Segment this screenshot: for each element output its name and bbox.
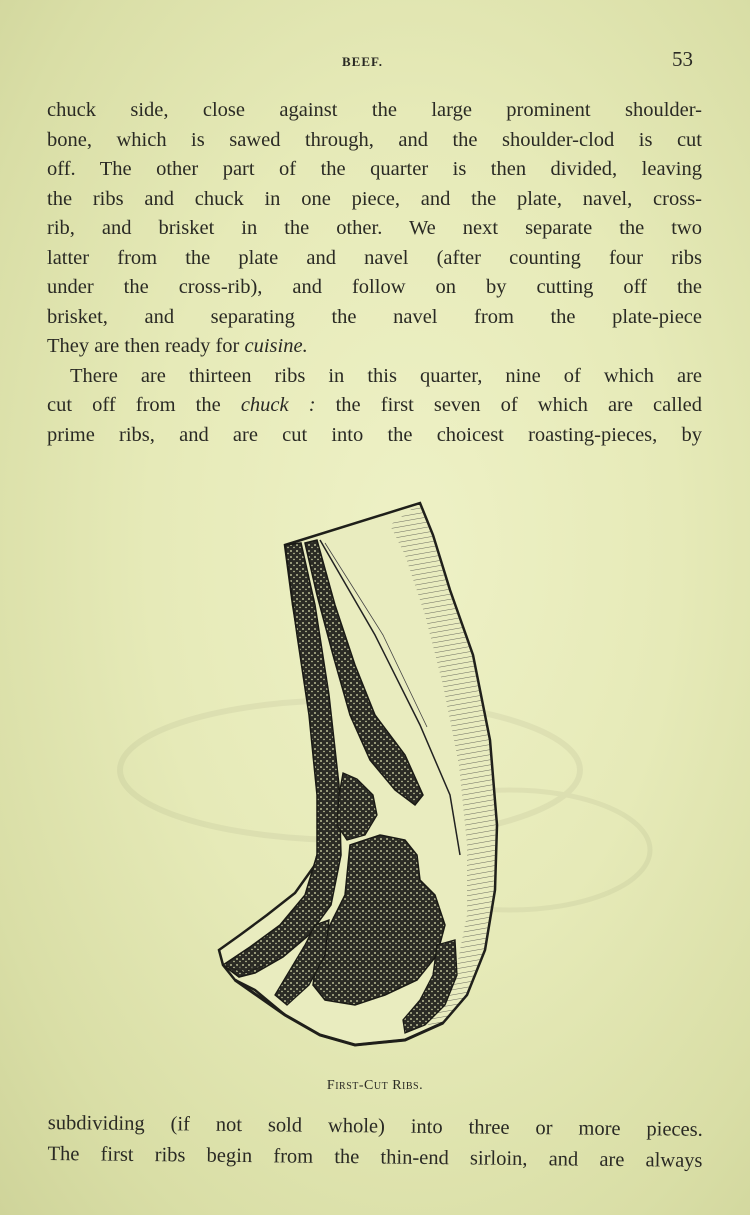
text-line: bone, which is sawed through, and the shoulder-clod is cut: [47, 128, 702, 151]
text-line: latter from the plate and navel (after counting four ribs: [47, 246, 702, 269]
italic-word: cuisine.: [244, 335, 308, 357]
text-line: brisket, and separating the navel from the plate-piece: [47, 305, 702, 328]
text-line: rib, and brisket in the other. We next separate the two: [47, 217, 702, 239]
body-text: [47, 96, 702, 450]
text-line: the ribs and chuck in one piece, and the plate, navel, cross-: [47, 187, 702, 210]
italic-word: chuck :: [240, 394, 316, 416]
text-line: subdividing (if not sold whole) into three or more pieces.: [47, 1111, 703, 1141]
continuation-text: [47, 1108, 703, 1177]
figure-caption: First-Cut Ribs.: [326, 1078, 424, 1093]
text-line: [47, 332, 702, 362]
text-fragment: the first seven of which are called: [315, 394, 702, 416]
text-line: chuck side, close against the large prominent shoulder-: [47, 99, 702, 121]
rib-engraving-icon: [205, 495, 535, 1065]
text-line: The first ribs begin from the thin-end sirloin, and are always: [47, 1142, 703, 1172]
text-line: prime ribs, and are cut into the choicest roasting-pieces, by: [47, 423, 702, 446]
text-line: There are thirteen ribs in this quarter, nine of which are: [70, 364, 702, 387]
text-line: [47, 391, 702, 421]
page-number: 53: [672, 47, 693, 71]
first-cut-ribs-illustration: [205, 495, 535, 1065]
text-line: under the cross-rib), and follow on by cutting off the: [47, 276, 702, 298]
text-line: off. The other part of the quarter is then divided, leaving: [47, 158, 702, 180]
text-fragment: cut off from the: [47, 394, 241, 416]
running-head: [0, 47, 750, 74]
running-title: BEEF.: [342, 54, 384, 69]
text-fragment: They are then ready for: [47, 335, 245, 357]
